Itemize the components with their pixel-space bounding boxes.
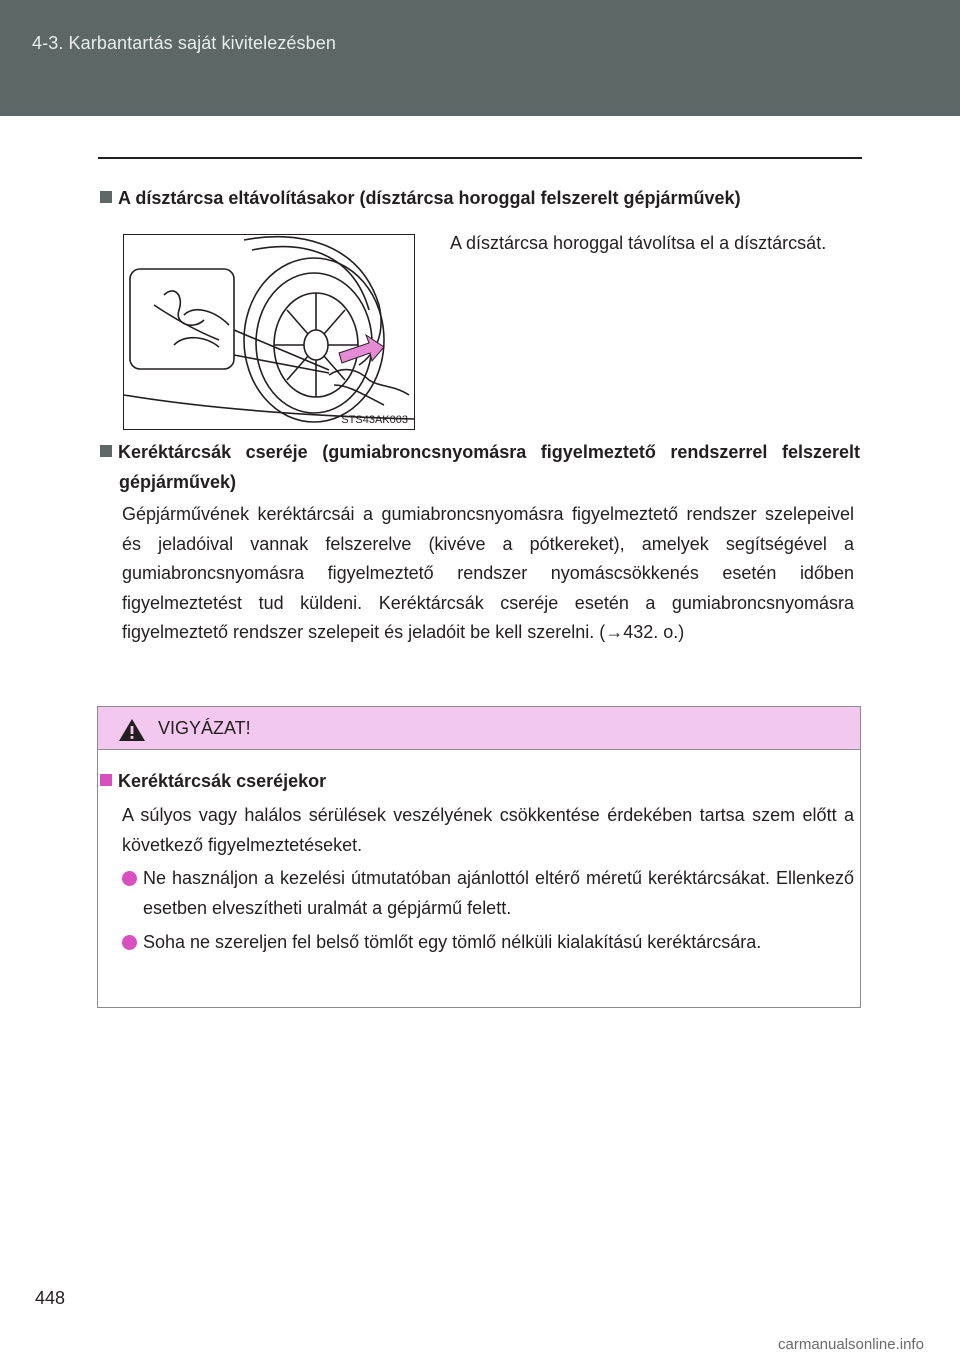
square-bullet-icon: [100, 774, 112, 786]
warning-triangle-icon: [118, 718, 146, 742]
chapter-title: 4-3. Karbantartás saját kivitelezésben: [32, 33, 336, 53]
section-heading-wheel-replacement: [100, 437, 860, 497]
warning-title: VIGYÁZAT!: [158, 718, 251, 738]
square-bullet-icon: [100, 445, 112, 457]
wheel-replacement-paragraph: Gépjárművének keréktárcsái a gumiabroncsnyomásra figyelmeztető rendszer szelepeivel és jeladóival vannak felszerelve (kivéve a pótkereket), amelyek segítségével a gumiabroncsnyomásra figyelmeztető rendszer nyomáscsökkenés esetén időben figyelmeztetést tud küldeni. Keréktárcsák cseréje esetén a gumiabroncsnyomásra figyelmeztető rendszer szelepeit és jeladóit be kell szerelni. (→432. o.): [122, 504, 854, 642]
figure-code: STS43AK003: [341, 414, 408, 426]
section-heading-hubcap: [100, 183, 870, 213]
warning-heading: [100, 766, 326, 796]
page-number: 448: [35, 1288, 66, 1308]
chapter-header: [0, 0, 960, 116]
warning-heading-text: Keréktárcsák cseréjekor: [118, 771, 327, 791]
section-heading-text: A dísztárcsa eltávolításakor (dísztárcsa horoggal felszerelt gépjárművek): [118, 188, 741, 208]
figure-caption: A dísztárcsa horoggal távolítsa el a dísztárcsát.: [450, 233, 827, 253]
warning-bullet: [122, 927, 854, 957]
warning-bullet-text: Ne használjon a kezelési útmutatóban ajánlottól eltérő méretű keréktárcsákat. Ellenkező esetben elveszítheti uralmát a gépjármű felett.: [143, 868, 854, 918]
section-heading-text: Keréktárcsák cseréje (gumiabroncsnyomásra figyelmeztető rendszerrel felszerelt gépjárművek): [118, 442, 860, 492]
square-bullet-icon: [100, 191, 112, 203]
bullet-dot-icon: [122, 935, 137, 950]
warning-header: [98, 707, 860, 750]
section-divider: [98, 157, 862, 159]
wheel-hook-drawing: [124, 235, 414, 429]
warning-bullet-text: Soha ne szereljen fel belső tömlőt egy tömlő nélküli kialakítású keréktárcsára.: [143, 932, 762, 952]
warning-bullet: [122, 863, 854, 923]
hubcap-removal-illustration: [123, 234, 415, 430]
bullet-dot-icon: [122, 871, 137, 886]
watermark: carmanualsonline.info: [778, 1336, 924, 1353]
warning-intro: A súlyos vagy halálos sérülések veszélyének csökkentése érdekében tartsa szem előtt a következő figyelmeztetéseket.: [122, 805, 854, 855]
